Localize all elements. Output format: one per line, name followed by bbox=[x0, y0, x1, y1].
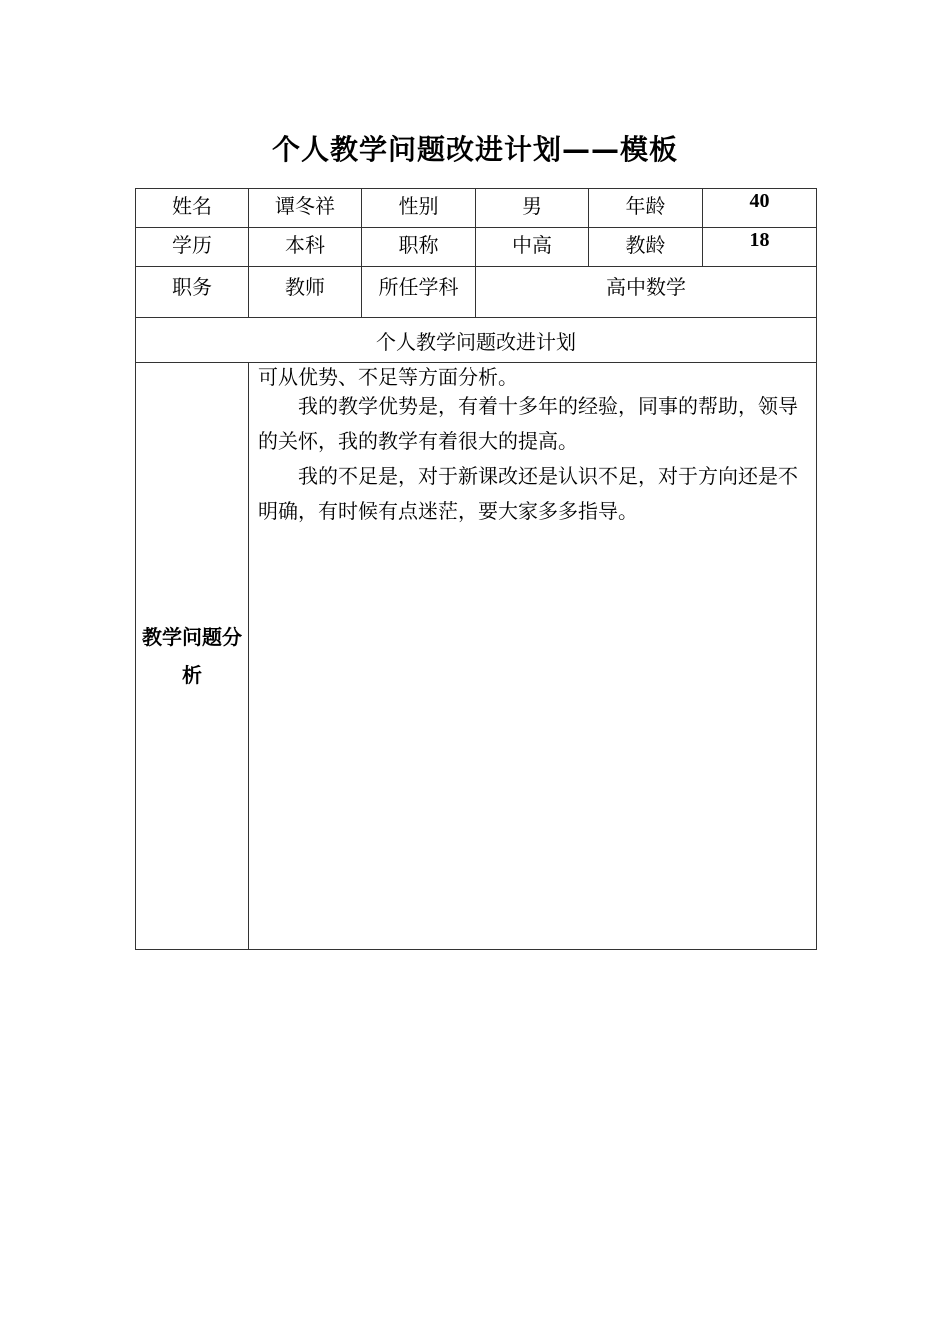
table-row bbox=[136, 363, 817, 950]
analysis-hint: 可从优势、不足等方面分析。 bbox=[258, 365, 518, 389]
education-value: 本科 bbox=[249, 228, 362, 267]
teacher-info-table bbox=[135, 188, 817, 950]
analysis-paragraph-weaknesses: 我的不足是，对于新课改还是认识不足，对于方向还是不明确，有时候有点迷茫，要大家多多指导。 bbox=[258, 464, 798, 523]
rank-label: 职称 bbox=[362, 228, 476, 267]
age-label: 年龄 bbox=[589, 189, 703, 228]
gender-label: 性别 bbox=[362, 189, 476, 228]
name-value: 谭冬祥 bbox=[249, 189, 362, 228]
teaching-years-label: 教龄 bbox=[589, 228, 703, 267]
position-label: 职务 bbox=[136, 267, 249, 318]
gender-value: 男 bbox=[476, 189, 589, 228]
table-row bbox=[136, 189, 817, 228]
position-value: 教师 bbox=[249, 267, 362, 318]
table-row bbox=[136, 318, 817, 363]
table-row bbox=[136, 228, 817, 267]
analysis-paragraph-strengths: 我的教学优势是，有着十多年的经验，同事的帮助，领导的关怀，我的教学有着很大的提高。 bbox=[258, 394, 798, 453]
table-row bbox=[136, 267, 817, 318]
rank-value: 中高 bbox=[476, 228, 589, 267]
education-label: 学历 bbox=[136, 228, 249, 267]
analysis-label: 教学问题分析 bbox=[136, 363, 249, 950]
name-label: 姓名 bbox=[136, 189, 249, 228]
subject-value: 高中数学 bbox=[476, 267, 817, 318]
subject-label: 所任学科 bbox=[362, 267, 476, 318]
page-title: 个人教学问题改进计划——模板 bbox=[271, 133, 678, 166]
analysis-content[interactable] bbox=[249, 363, 817, 950]
section-title: 个人教学问题改进计划 bbox=[136, 318, 817, 363]
age-value: 40 bbox=[703, 189, 817, 228]
teaching-years-value: 18 bbox=[703, 228, 817, 267]
